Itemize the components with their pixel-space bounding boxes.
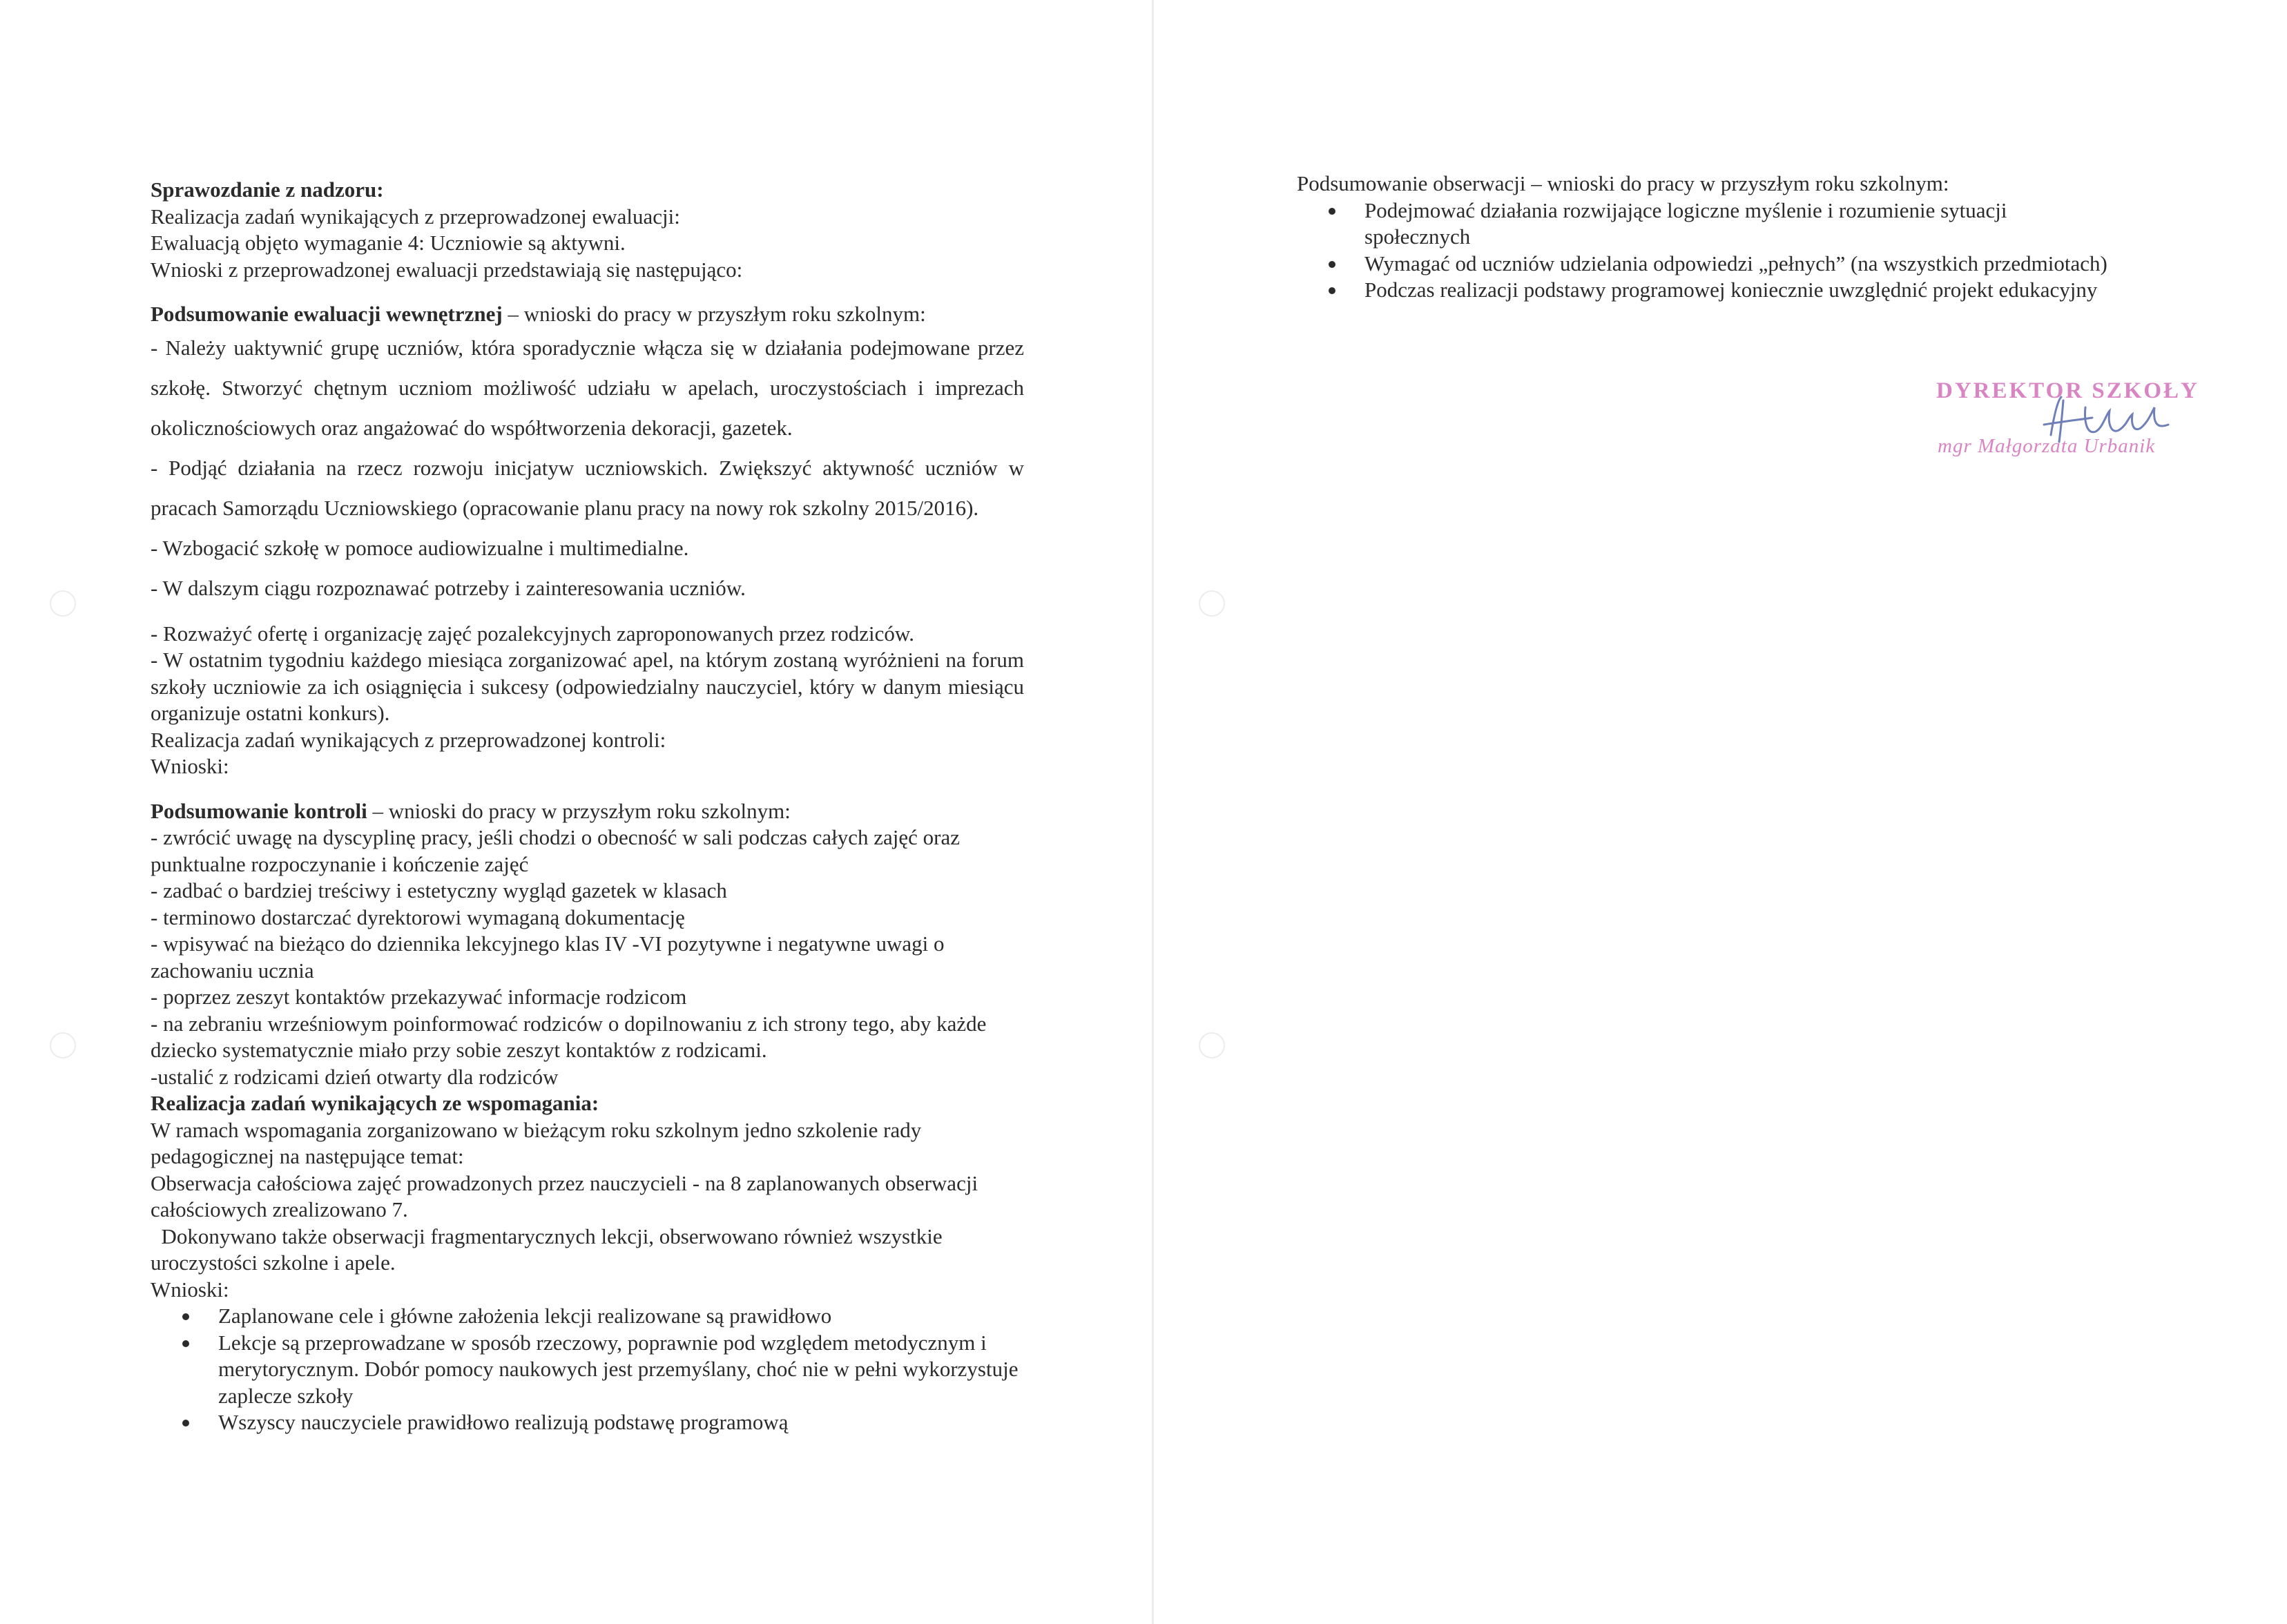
list-item: - Należy uaktywnić grupę uczniów, która sporadycznie włącza się w działania podejmowane przez szkołę. Stworzyć chętnym uczniom możliwość udziału w apelach, uroczystościach i imprezach okolicznościowych oraz angażować do współtworzenia dekoracji, gazetek. bbox=[151, 335, 1024, 440]
stamp-name: mgr Małgorzata Urbanik bbox=[1938, 435, 2156, 457]
list-item: Wszyscy nauczyciele prawidłowo realizują podstawę programową bbox=[218, 1409, 1024, 1436]
list-item: - Wzbogacić szkołę w pomoce audiowizualne i multimedialne. bbox=[151, 535, 689, 560]
support-paragraph: Obserwacja całościowa zajęć prowadzonych przez nauczycieli - na 8 zaplanowanych obserwacji całościowych zrealizowano 7. bbox=[151, 1170, 978, 1221]
list-item: - zwrócić uwagę na dyscyplinę pracy, jeśli chodzi o obecność w sali podczas całych zajęć oraz punktualne rozpoczynanie i kończenie zajęć bbox=[151, 825, 961, 876]
control-intro-line: Realizacja zadań wynikających z przeprowadzonej kontroli: bbox=[151, 727, 666, 752]
right-page bbox=[1297, 171, 2194, 304]
list-item: - Rozważyć ofertę i organizację zajęć pozalekcyjnych zaproponowanych przez rodziców. bbox=[151, 621, 914, 646]
punch-hole bbox=[50, 590, 76, 617]
support-conclusions-list bbox=[151, 1303, 1024, 1436]
list-item: - W ostatnim tygodniu każdego miesiąca zorganizować apel, na którym zostaną wyróżnieni na forum szkoły uczniowie za ich osiągnięcia i sukcesy (odpowiedzialny nauczyciel, który w danym miesiącu organizuje ostatni konkurs). bbox=[151, 648, 1024, 725]
control-summary-heading bbox=[151, 798, 1024, 825]
list-item: - wpisywać na bieżąco do dziennika lekcyjnego klas IV -VI pozytywne i negatywne uwagi o zachowaniu ucznia bbox=[151, 931, 945, 983]
support-paragraph: Wnioski: bbox=[151, 1277, 229, 1302]
intro-line: Wnioski z przeprowadzonej ewaluacji przedstawiają się następująco: bbox=[151, 257, 743, 282]
evaluation-summary-heading bbox=[151, 301, 1024, 328]
observation-summary-heading: Podsumowanie obserwacji – wnioski do pracy w przyszłym roku szkolnym: bbox=[1297, 171, 1949, 195]
punch-hole bbox=[1199, 590, 1225, 617]
list-item: - Podjąć działania na rzecz rozwoju inicjatyw uczniowskich. Zwiększyć aktywność uczniów w pracach Samorządu Uczniowskiego (opracowanie planu pracy na nowy rok szkolny 2015/2016). bbox=[151, 455, 1024, 520]
control-intro-line: Wnioski: bbox=[151, 754, 229, 778]
list-item: - zadbać o bardziej treściwy i estetyczny wygląd gazetek w klasach bbox=[151, 878, 727, 902]
observation-conclusions-list bbox=[1297, 197, 2194, 304]
list-item: - terminowo dostarczać dyrektorowi wymaganą dokumentację bbox=[151, 905, 685, 929]
list-item: - poprzez zeszyt kontaktów przekazywać informacje rodzicom bbox=[151, 985, 687, 1009]
intro-line: Ewaluacją objęto wymaganie 4: Uczniowie są aktywni. bbox=[151, 231, 626, 255]
list-item: - W dalszym ciągu rozpoznawać potrzeby i zainteresowania uczniów. bbox=[151, 575, 746, 600]
evaluation-conclusions bbox=[151, 328, 1024, 608]
list-item: Wymagać od uczniów udzielania odpowiedzi „pełnych” (na wszystkich przedmiotach) bbox=[1364, 251, 2194, 278]
list-item: - na zebraniu wrześniowym poinformować rodziców o dopilnowaniu z ich strony tego, aby każde dziecko systematycznie miało przy sobie zeszyt kontaktów z rodzicami. bbox=[151, 1011, 987, 1062]
evaluation-summary-rest: – wnioski do pracy w przyszłym roku szkolnym: bbox=[502, 302, 926, 326]
list-item: Lekcje są przeprowadzane w sposób rzeczowy, poprawnie pod względem metodycznym i merytorycznym. Dobór pomocy naukowych jest przemyślany, choć nie w pełni wykorzystuje zaplecze szkoły bbox=[218, 1330, 1024, 1410]
support-paragraph: W ramach wspomagania zorganizowano w bieżącym roku szkolnym jedno szkolenie rady pedagogicznej na następujące temat: bbox=[151, 1117, 922, 1168]
stamp-title: DYREKTOR SZKOŁY bbox=[1936, 378, 2199, 403]
intro-line: Realizacja zadań wynikających z przeprowadzonej ewaluacji: bbox=[151, 204, 680, 229]
punch-hole bbox=[1199, 1032, 1225, 1058]
support-paragraph: Dokonywano także obserwacji fragmentarycznych lekcji, obserwowano również wszystkie uroczystości szkolne i apele. bbox=[151, 1224, 948, 1275]
list-item: Podejmować działania rozwijające logiczne myślenie i rozumienie sytuacji społecznych bbox=[1364, 197, 2194, 251]
page-fold bbox=[1152, 0, 1154, 1624]
list-item: Zaplanowane cele i główne założenia lekcji realizowane są prawidłowo bbox=[218, 1303, 1024, 1330]
list-item: Podczas realizacji podstawy programowej koniecznie uwzględnić projekt edukacyjny bbox=[1364, 277, 2194, 304]
punch-hole bbox=[50, 1032, 76, 1058]
control-summary-rest: – wnioski do pracy w przyszłym roku szkolnym: bbox=[367, 798, 791, 823]
list-item: -ustalić z rodzicami dzień otwarty dla rodziców bbox=[151, 1064, 559, 1089]
left-page bbox=[151, 177, 1024, 1436]
control-summary-title: Podsumowanie kontroli bbox=[151, 798, 367, 823]
director-stamp bbox=[1933, 373, 2199, 476]
report-heading: Sprawozdanie z nadzoru: bbox=[151, 177, 384, 202]
support-heading: Realizacja zadań wynikających ze wspomagania: bbox=[151, 1091, 599, 1115]
evaluation-summary-title: Podsumowanie ewaluacji wewnętrznej bbox=[151, 302, 503, 326]
